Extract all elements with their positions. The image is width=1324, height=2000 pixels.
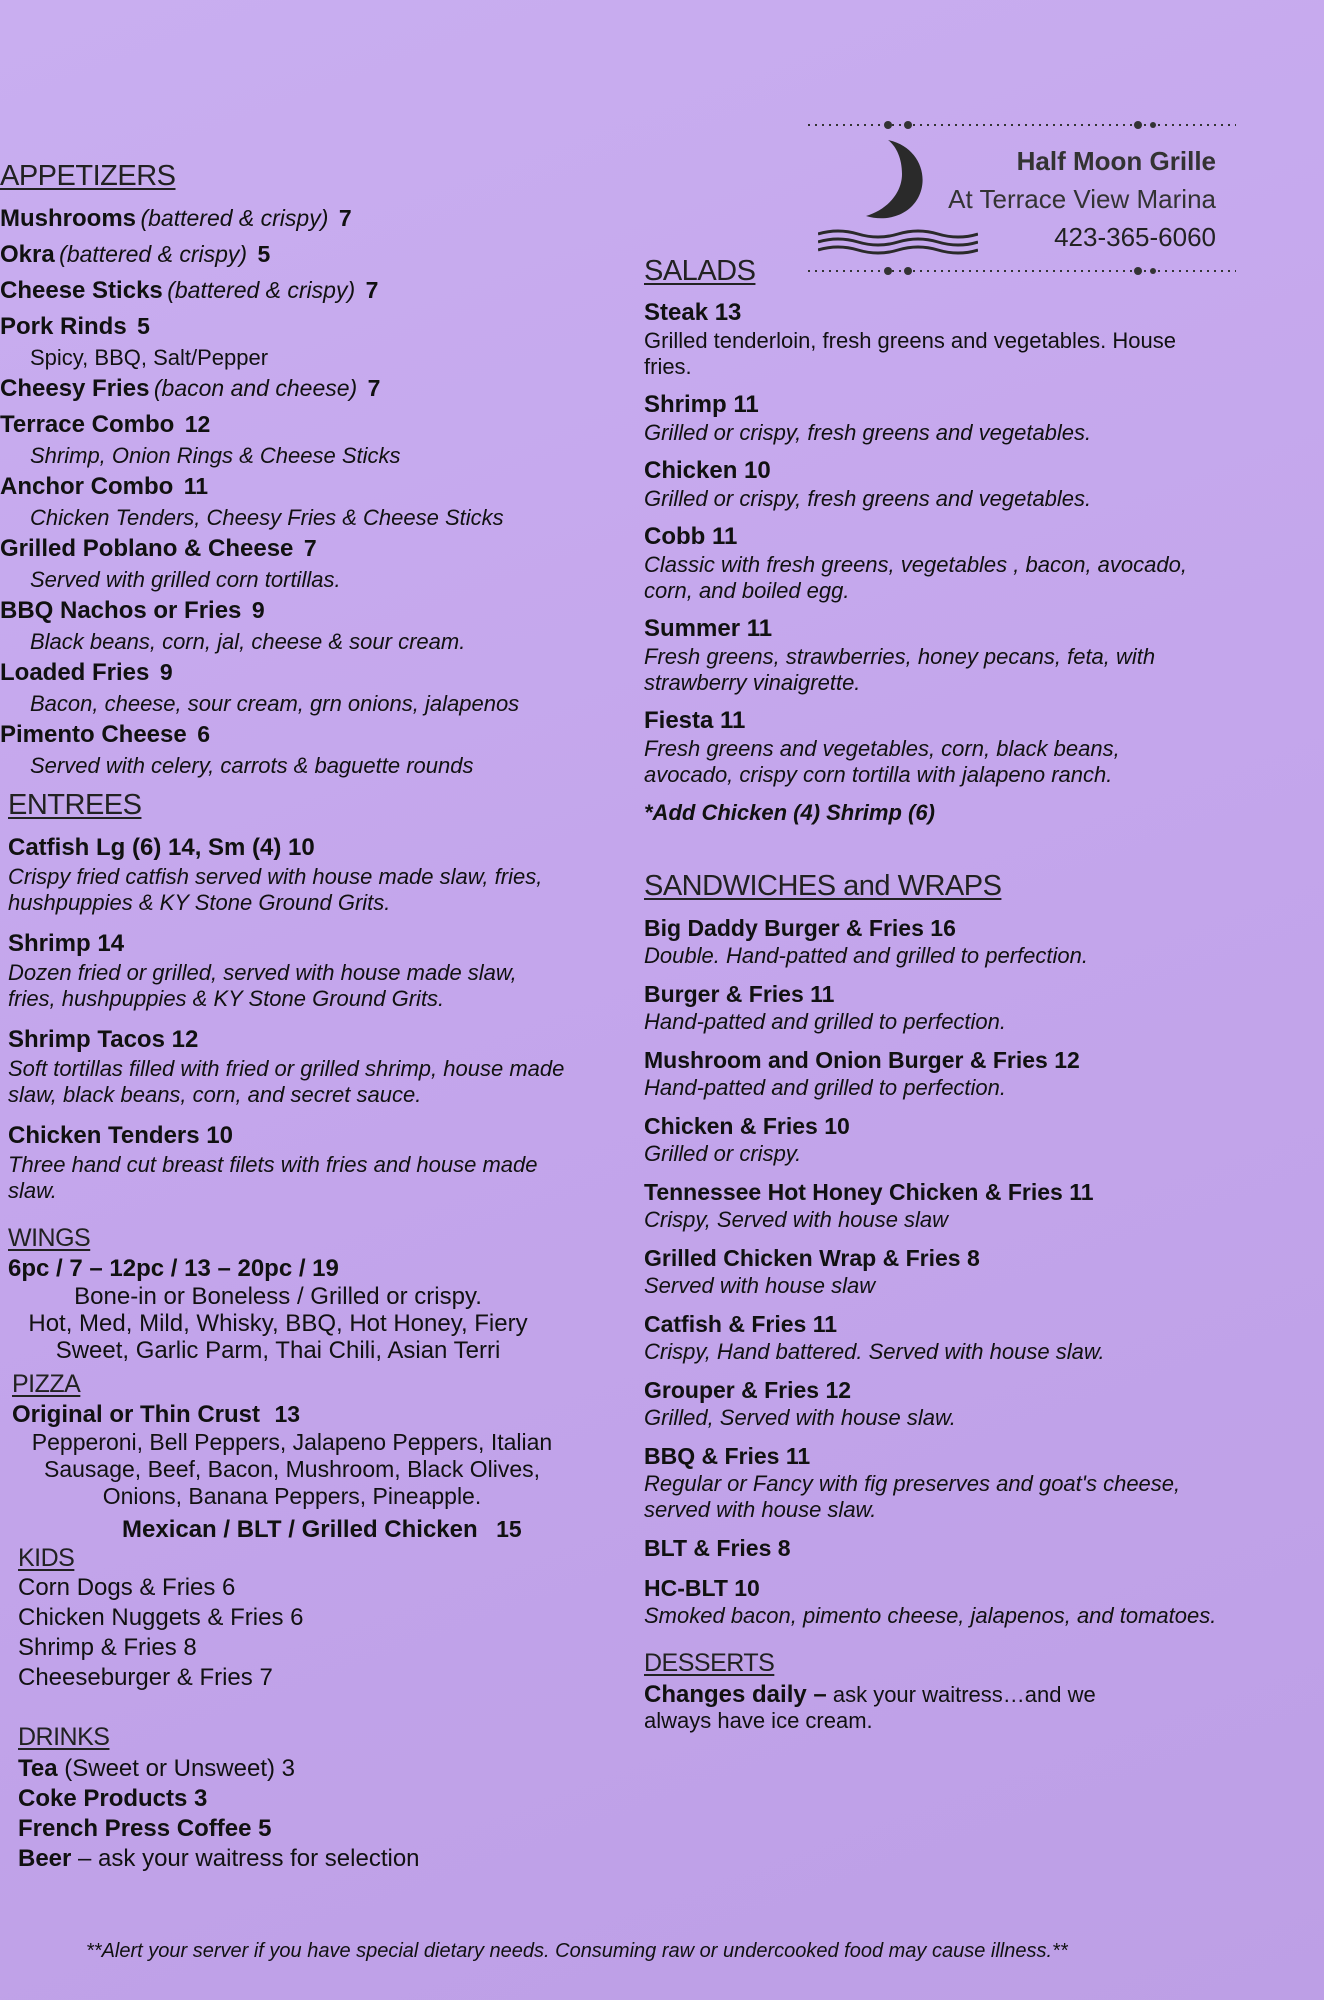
- item-name: Summer 11: [644, 615, 773, 642]
- item-name: Chicken Tenders 10: [8, 1122, 233, 1149]
- pizza-price: 13: [274, 1401, 301, 1427]
- menu-item-header: [0, 275, 620, 309]
- menu-item: [644, 522, 1204, 604]
- item-name: BLT & Fries 8: [644, 1535, 791, 1561]
- item-name: Shrimp 14: [8, 930, 125, 957]
- item-note: (battered & crispy): [167, 277, 356, 303]
- item-name: Okra: [0, 241, 55, 268]
- section-title: SALADS: [644, 255, 756, 287]
- drink-item: [18, 1814, 620, 1844]
- item-price: 12: [184, 411, 211, 437]
- item-name: Loaded Fries: [0, 659, 150, 686]
- restaurant-phone: 423-365-6060: [1054, 222, 1216, 252]
- item-name: Catfish & Fries 11: [644, 1311, 838, 1337]
- appetizers-section: [0, 160, 620, 779]
- menu-item-header: [0, 719, 620, 753]
- item-description: Shrimp, Onion Rings & Cheese Sticks: [30, 443, 401, 468]
- menu-item: [644, 1111, 1244, 1167]
- menu-item-header: [0, 595, 620, 629]
- item-name: Steak 13: [644, 299, 742, 326]
- menu-item: [644, 1533, 1244, 1563]
- item-description: Grilled or crispy, fresh greens and vegetables.: [644, 486, 1092, 511]
- menu-item: [0, 409, 620, 469]
- item-description: Classic with fresh greens, vegetables , bacon, avocado, corn, and boiled egg.: [644, 552, 1187, 603]
- item-price: 5: [257, 241, 271, 267]
- item-name: Grouper & Fries 12: [644, 1377, 852, 1403]
- item-name: Burger & Fries 11: [644, 981, 835, 1007]
- menu-item: [644, 456, 1204, 512]
- item-description: Dozen fried or grilled, served with house made slaw, fries, hushpuppies & KY Stone Ground Grits.: [8, 960, 517, 1011]
- section-title: APPETIZERS: [0, 160, 176, 192]
- menu-item: [0, 203, 620, 237]
- item-name: Fiesta 11: [644, 707, 746, 734]
- menu-item-header: [0, 657, 620, 691]
- menu-item: [0, 595, 620, 655]
- wings-section: [0, 1224, 620, 1364]
- pizza-toppings-2: Sausage, Beef, Bacon, Mushroom, Black Olives,: [43, 1456, 541, 1482]
- item-price: 5: [137, 313, 150, 339]
- menu-item: [8, 1120, 568, 1204]
- item-price: 9: [159, 659, 173, 685]
- pizza-toppings-3: Onions, Banana Peppers, Pineapple.: [102, 1483, 482, 1509]
- item-name: Tennessee Hot Honey Chicken & Fries 11: [644, 1179, 1094, 1205]
- item-description: Grilled tenderloin, fresh greens and vegetables. House fries.: [644, 328, 1176, 379]
- drink-name: Coke Products 3: [18, 1785, 208, 1812]
- salad-addon: *Add Chicken (4) Shrimp (6): [644, 800, 935, 825]
- item-name: Anchor Combo: [0, 473, 174, 500]
- entree-list: [8, 832, 620, 1204]
- restaurant-logo: [808, 118, 1236, 278]
- menu-item-header: [0, 373, 620, 407]
- pizza-toppings-1: Pepperoni, Bell Peppers, Jalapeno Peppers, Italian: [31, 1429, 553, 1455]
- item-description: Smoked bacon, pimento cheese, jalapenos, and tomatoes.: [644, 1603, 1217, 1628]
- wings-style: Bone-in or Boneless / Grilled or crispy.: [74, 1283, 482, 1310]
- pizza-section: [0, 1370, 620, 1544]
- item-name: Grilled Chicken Wrap & Fries 8: [644, 1245, 980, 1271]
- section-title: PIZZA: [12, 1370, 81, 1398]
- salads-section: [644, 255, 1284, 826]
- item-description: Soft tortillas filled with fried or grilled shrimp, house made slaw, black beans, corn, and secret sauce.: [8, 1056, 565, 1107]
- item-price: 11: [183, 473, 209, 499]
- item-name: Chicken & Fries 10: [644, 1113, 850, 1139]
- crescent-moon-icon: [858, 136, 938, 226]
- sandwich-list: [644, 913, 1284, 1629]
- section-title: SANDWICHES and WRAPS: [644, 870, 1002, 902]
- item-note: (bacon and cheese): [153, 375, 358, 401]
- item-description: Regular or Fancy with fig preserves and goat's cheese, served with house slaw.: [644, 1471, 1181, 1522]
- item-price: 7: [367, 375, 381, 401]
- menu-item: [0, 239, 620, 273]
- item-name: Catfish Lg (6) 14, Sm (4) 10: [8, 834, 315, 861]
- kids-list: [18, 1573, 620, 1693]
- menu-item: [8, 928, 568, 1012]
- appetizer-list: [0, 203, 620, 779]
- dietary-disclaimer: **Alert your server if you have special dietary needs. Consuming raw or undercooked food may cause illness.**: [86, 1940, 1068, 1962]
- menu-item-header: [0, 409, 620, 443]
- left-column: [0, 160, 620, 1874]
- right-column: [644, 255, 1284, 1734]
- drink-item: [18, 1754, 620, 1784]
- section-title: ENTREES: [8, 789, 142, 821]
- item-name: Chicken 10: [644, 457, 771, 484]
- item-description: Grilled or crispy, fresh greens and vegetables.: [644, 420, 1092, 445]
- item-name: HC-BLT 10: [644, 1575, 760, 1601]
- pizza-name: Original or Thin Crust: [12, 1401, 261, 1428]
- item-description: Grilled or crispy.: [644, 1141, 802, 1166]
- kids-item: Cheeseburger & Fries 7: [18, 1664, 273, 1691]
- item-price: 9: [251, 597, 265, 623]
- drink-name: Tea: [18, 1755, 58, 1782]
- menu-item: [644, 1441, 1244, 1523]
- entrees-section: [0, 789, 620, 1204]
- menu-item: [0, 657, 620, 717]
- item-name: Mushrooms: [0, 205, 137, 232]
- section-title: KIDS: [18, 1544, 75, 1572]
- item-name: Shrimp Tacos 12: [8, 1026, 199, 1053]
- menu-item: [644, 913, 1244, 969]
- pizza-specialty: Mexican / BLT / Grilled Chicken: [122, 1516, 478, 1543]
- menu-item: [644, 979, 1244, 1035]
- dessert-desc: ask your waitress…and we always have ice cream.: [644, 1682, 1096, 1733]
- menu-item: [0, 373, 620, 407]
- section-title: DESSERTS: [644, 1649, 775, 1677]
- item-description: Served with grilled corn tortillas.: [30, 567, 341, 592]
- menu-item: [644, 1573, 1244, 1629]
- item-note: (battered & crispy): [59, 241, 248, 267]
- item-name: Terrace Combo: [0, 411, 175, 438]
- item-name: BBQ & Fries 11: [644, 1443, 811, 1469]
- item-description: Hand-patted and grilled to perfection.: [644, 1075, 1007, 1100]
- dotted-border-icon: [808, 118, 1236, 132]
- kids-item: Shrimp & Fries 8: [18, 1634, 197, 1661]
- menu-item: [8, 1024, 568, 1108]
- drink-detail: – ask your waitress for selection: [71, 1845, 420, 1872]
- item-description: Three hand cut breast filets with fries and house made slaw.: [8, 1152, 538, 1203]
- menu-item-header: [0, 239, 620, 273]
- section-title: DRINKS: [18, 1723, 110, 1751]
- item-description: Fresh greens, strawberries, honey pecans, feta, with strawberry vinaigrette.: [644, 644, 1156, 695]
- wings-prices: 6pc / 7 – 12pc / 13 – 20pc / 19: [8, 1255, 339, 1282]
- menu-item: [644, 1243, 1244, 1299]
- sandwiches-section: [644, 870, 1284, 1629]
- drink-detail: (Sweet or Unsweet) 3: [57, 1755, 295, 1782]
- menu-item-header: [0, 311, 620, 345]
- wings-flavors-1: Hot, Med, Mild, Whisky, BBQ, Hot Honey, Fiery: [28, 1310, 528, 1337]
- item-name: Cheesy Fries: [0, 375, 150, 402]
- item-name: Shrimp 11: [644, 391, 759, 418]
- drink-name: French Press Coffee 5: [18, 1815, 272, 1842]
- item-description: Crispy fried catfish served with house made slaw, fries, hushpuppies & KY Stone Ground Grits.: [8, 864, 543, 915]
- menu-item-header: [0, 471, 620, 505]
- item-price: 7: [365, 277, 379, 303]
- item-name: Pimento Cheese: [0, 721, 187, 748]
- menu-item: [0, 533, 620, 593]
- item-description: Fresh greens and vegetables, corn, black beans, avocado, crispy corn tortilla with jalapeno ranch.: [644, 736, 1120, 787]
- item-name: BBQ Nachos or Fries: [0, 597, 242, 624]
- menu-item: [644, 298, 1204, 380]
- dessert-name: Changes daily –: [644, 1681, 827, 1708]
- drinks-section: [0, 1723, 620, 1874]
- item-name: Grilled Poblano & Cheese: [0, 535, 294, 562]
- item-price: 6: [197, 721, 210, 747]
- item-name: Cheese Sticks: [0, 277, 163, 304]
- menu-item: [0, 719, 620, 779]
- drink-item: [18, 1784, 620, 1814]
- menu-item: [644, 1177, 1244, 1233]
- wings-flavors-2: Sweet, Garlic Parm, Thai Chili, Asian Terri: [55, 1337, 501, 1364]
- item-price: 7: [338, 205, 352, 231]
- item-note: (battered & crispy): [140, 205, 329, 231]
- item-description: Chicken Tenders, Cheesy Fries & Cheese Sticks: [30, 505, 504, 530]
- item-description: Double. Hand-patted and grilled to perfection.: [644, 943, 1088, 968]
- item-description: Served with celery, carrots & baguette rounds: [30, 753, 474, 778]
- menu-item: [644, 614, 1204, 696]
- kids-item: Chicken Nuggets & Fries 6: [18, 1604, 304, 1631]
- menu-item: [0, 311, 620, 371]
- waves-icon: [818, 228, 978, 256]
- item-description: Hand-patted and grilled to perfection.: [644, 1009, 1007, 1034]
- menu-item: [644, 1309, 1244, 1365]
- menu-item-header: [0, 203, 620, 237]
- drink-item: [18, 1844, 620, 1874]
- menu-item: [644, 1375, 1244, 1431]
- salad-list: [644, 298, 1284, 788]
- item-name: Mushroom and Onion Burger & Fries 12: [644, 1047, 1080, 1073]
- item-description: Served with house slaw: [644, 1273, 876, 1298]
- item-name: Big Daddy Burger & Fries 16: [644, 915, 956, 941]
- item-description: Crispy, Hand battered. Served with house slaw.: [644, 1339, 1105, 1364]
- section-title: WINGS: [8, 1224, 91, 1252]
- item-description: Spicy, BBQ, Salt/Pepper: [30, 345, 269, 370]
- desserts-section: [644, 1649, 1284, 1734]
- item-description: Crispy, Served with house slaw: [644, 1207, 949, 1232]
- restaurant-name: Half Moon Grille: [1016, 146, 1216, 176]
- item-name: Cobb 11: [644, 523, 738, 550]
- drinks-list: [18, 1754, 620, 1874]
- item-price: 7: [303, 535, 317, 561]
- menu-item: [0, 471, 620, 531]
- menu-item: [644, 1045, 1244, 1101]
- menu-item: [644, 706, 1204, 788]
- menu-item: [644, 390, 1204, 446]
- menu-item: [8, 832, 568, 916]
- item-description: Black beans, corn, jal, cheese & sour cream.: [30, 629, 466, 654]
- pizza-specialty-price: 15: [496, 1516, 522, 1542]
- kids-section: [0, 1544, 620, 1693]
- kids-item: Corn Dogs & Fries 6: [18, 1574, 236, 1601]
- item-description: Grilled, Served with house slaw.: [644, 1405, 956, 1430]
- menu-item-header: [0, 533, 620, 567]
- restaurant-location: At Terrace View Marina: [948, 184, 1216, 214]
- drink-name: Beer: [18, 1845, 72, 1872]
- menu-item: [0, 275, 620, 309]
- item-name: Pork Rinds: [0, 313, 127, 340]
- item-description: Bacon, cheese, sour cream, grn onions, jalapenos: [30, 691, 520, 716]
